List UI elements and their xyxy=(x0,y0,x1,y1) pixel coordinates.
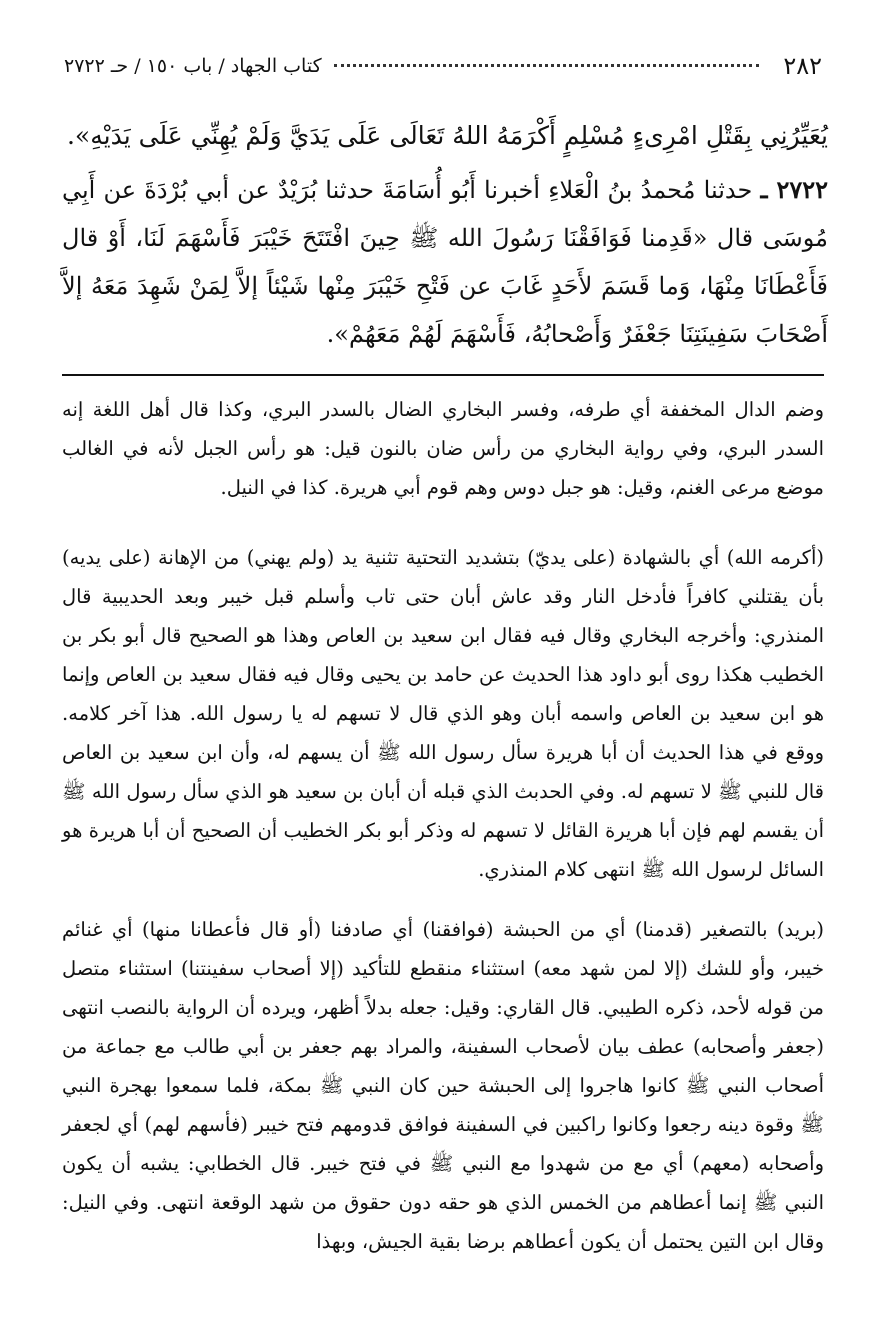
hadith-2722 xyxy=(62,166,828,358)
commentary-paragraph-2: (أكرمه الله) أي بالشهادة (على يديّ) بتشديد التحتية تثنية يد (ولم يهني) من الإهانة (على يديه) بأن يقتلني كافراً فأدخل النار وقد عاش أبان حتى تاب وأسلم قبل خيبر وبعد الحديبية قال المنذري: وأخرجه البخاري وقال فيه فقال ابن سعيد بن العاص وهذا هو الصحيح قال أبو بكر بن الخطيب هكذا روى أبو داود هذا الحديث عن حامد بن يحيى وقال فيه فقال سعيد بن العاص وإنما هو ابن سعيد بن العاص واسمه أبان وهو الذي قال لا تسهم له يا رسول الله. هذا آخر كلامه. ووقع في هذا الحديث أن أبا هريرة سأل رسول الله ﷺ أن يسهم له، وأن ابن سعيد بن العاص قال للنبي ﷺ لا تسهم له. وفي الحدبث الذي قبله أن أبان بن سعيد هو الذي سأل رسول الله ﷺ أن يقسم لهم فإن أبا هريرة القائل لا تسهم له وذكر أبو بكر الخطيب أن الصحيح أن أبا هريرة هو السائل لرسول الله ﷺ انتهى كلام المنذري. xyxy=(62,546,824,881)
page-header xyxy=(64,48,822,84)
commentary-paragraph-3: (بريد) بالتصغير (قدمنا) أي من الحبشة (فوافقنا) أي صادفنا (أو قال فأعطانا منها) أي غنائم خيبر، وأو للشك (إلا لمن شهد معه) استثناء منقطع للتأكيد (إلا أصحاب سفينتنا) استثناء متصل من قوله لأحد، ذكره الطيبي. قال القاري: وقيل: جعله بدلاً أظهر، ويرده أن الرواية بالنصب انتهى (جعفر وأصحابه) عطف بيان لأصحاب السفينة، والمراد بهم جعفر بن أبي طالب مع جماعة من أصحاب النبي ﷺ كانوا هاجروا إلى الحبشة حين كان النبي ﷺ بمكة، فلما سمعوا بهجرة النبي ﷺ وقوة دينه رجعوا وكانوا راكبين في السفينة فوافق قدومهم فتح خيبر (فأسهم لهم) أي لجعفر وأصحابه (معهم) أي مع من شهدوا مع النبي ﷺ في فتح خيبر. قال الخطابي: يشبه أن يكون النبي ﷺ إنما أعطاهم من الخمس الذي هو حقه دون حقوق من شهد الوقعة انتهى. وفي النيل: وقال ابن التين يحتمل أن يكون أعطاهم برضا بقية الجيش، وبهذا xyxy=(62,918,824,1253)
header-dotted-leader xyxy=(334,62,760,67)
footnote-divider xyxy=(62,374,824,376)
hadith-text: حدثنا مُحمدُ بنُ الْعَلاءِ أخبرنا أَبُو أُسَامَةَ حدثنا بُرَيْدٌ عن أبي بُرْدَةَ عن أَبِي مُوسَى قال «قَدِمنا فَوَافَقْنَا رَسُولَ الله ﷺ حِينَ افْتَتَحَ خَيْبَرَ فَأَسْهَمَ لَنَا، أَوْ قال فَأَعْطَانَا مِنْهَا، وَما قَسَمَ لأَحَدٍ غَابَ عن فَتْحِ خَيْبَرَ مِنْها شَيْئاً إلاَّ لِمَنْ شَهِدَ مَعَهُ إلاَّ أَصْحَابَ سَفِينَتِنَا جَعْفَرٌ وَأَصْحابُهُ، فَأَسْهَمَ لَهُمْ مَعَهُمْ». xyxy=(62,176,828,348)
matn-continuation: يُعَيِّرُنِي بِقَتْلِ امْرِىءٍ مُسْلِمٍ أَكْرَمَهُ اللهُ تَعَالَى عَلَى يَدَيَّ وَلَمْ يُهِنِّي عَلَى يَدَيْهِ». xyxy=(66,121,828,150)
running-title: كتاب الجهاد / باب ١٥٠ / حـ ٢٧٢٢ xyxy=(64,55,322,77)
page-number: ٢٨٢ xyxy=(783,52,822,80)
hadith-number: ٢٧٢٢ ـ xyxy=(760,175,829,204)
commentary-paragraph-1: وضم الدال المخففة أي طرفه، وفسر البخاري الضال بالسدر البري، وكذا قال أهل اللغة إنه السدر البري، وفي رواية البخاري من رأس ضان بالنون قيل: هو رأس الجبل لأنه في الغالب موضع مرعى الغنم، وقيل: هو جبل دوس وهم قوم أبي هريرة. كذا في النيل. xyxy=(62,398,824,499)
